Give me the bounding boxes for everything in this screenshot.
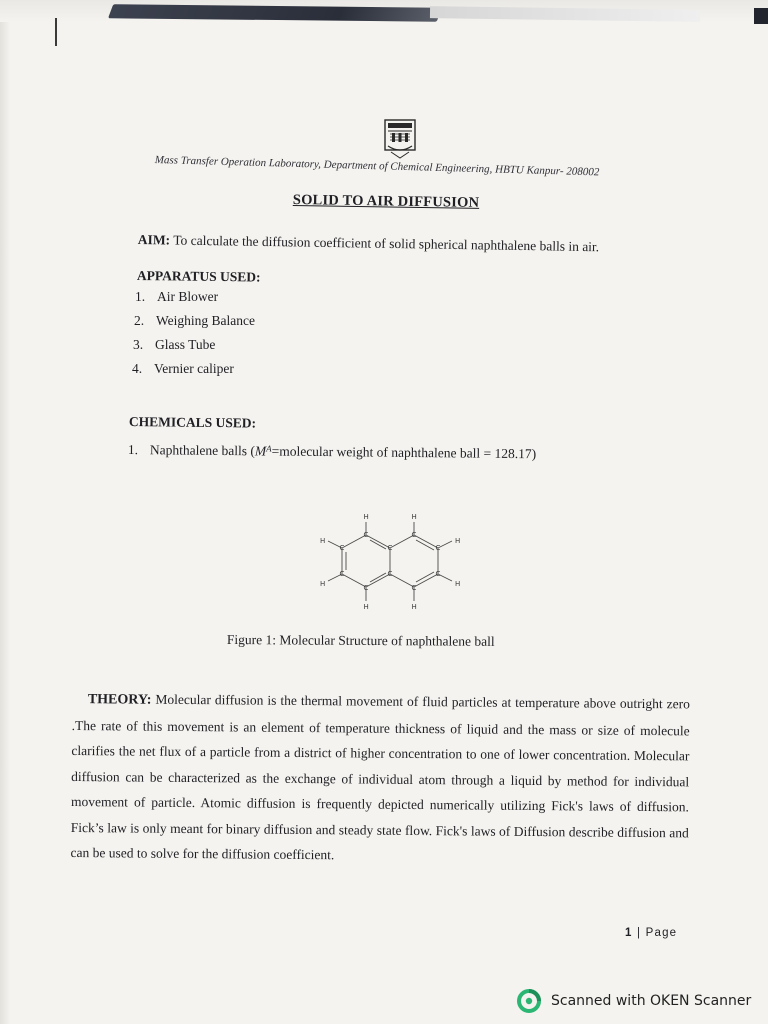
- hydrogen-atom: H: [320, 537, 326, 545]
- hydrogen-atom: H: [411, 513, 417, 521]
- aim-text: To calculate the diffusion coefficient of solid spherical naphthalene balls in air.: [173, 232, 600, 255]
- hydrogen-atom: H: [320, 580, 326, 588]
- scanner-watermark: [516, 988, 751, 1014]
- carbon-atom: C: [387, 570, 393, 578]
- list-item-label: Glass Tube: [155, 337, 216, 352]
- carbon-atom: C: [435, 570, 441, 578]
- list-item: [135, 289, 256, 313]
- lab-header: Mass Transfer Operation Laboratory, Department of Chemical Engineering, HBTU Kanpur- 208002: [154, 154, 600, 179]
- carbon-atom: C: [339, 544, 345, 552]
- list-item: [133, 337, 254, 361]
- theory-text: Molecular diffusion is the thermal movement of fluid particles at temperature above outright zero .The rate of this movement is an element of temperature thickness of liquid and the mass or size of molecule clarifies the net flux of a particle from a district of higher concentration to one of lower concentration. Molecular diffusion can be characterized as the exchange of individual atom through a liquid by method for individual movement of particle. Atomic diffusion is frequently depicted numerically utilizing Fick's laws of diffusion. Fick’s law is only meant for binary diffusion and steady state flow. Fick's laws of Diffusion describe diffusion and can be used to solve for the diffusion coefficient.: [70, 691, 690, 863]
- molecule-bonds: [328, 522, 452, 601]
- hydrogen-atom: H: [363, 603, 369, 611]
- apparatus-list: [133, 289, 254, 385]
- theory-paragraph: [70, 686, 690, 871]
- theory-label: THEORY:: [87, 692, 152, 708]
- university-logo-icon: [383, 118, 417, 160]
- list-item: [128, 442, 536, 462]
- hydrogen-atom: H: [411, 603, 417, 611]
- aim-statement: [138, 232, 600, 255]
- list-number: 3.: [133, 337, 144, 352]
- carbon-atom: C: [435, 544, 441, 552]
- page-number-label: | Page: [637, 927, 678, 939]
- figure-caption: Figure 1: Molecular Structure of naphthalene ball: [226, 632, 495, 649]
- hydrogen-atom: H: [455, 580, 461, 588]
- chemical-prefix: Naphthalene balls (: [149, 442, 255, 459]
- chemicals-heading: CHEMICALS USED:: [128, 414, 257, 431]
- pen-mark: [55, 18, 57, 46]
- hydrogen-atom: H: [455, 537, 461, 545]
- molar-mass-symbol: M: [254, 443, 267, 459]
- list-item: [134, 313, 255, 337]
- chemicals-list: [128, 442, 536, 462]
- page-number-value: 1: [625, 927, 633, 939]
- molar-mass-subscript: A: [266, 443, 272, 454]
- carbon-atom: C: [411, 531, 417, 539]
- scanner-logo-icon: [516, 988, 542, 1014]
- list-number: 4.: [132, 361, 143, 376]
- page-title: SOLID TO AIR DIFFUSION: [292, 192, 480, 211]
- carbon-atom: C: [411, 584, 417, 592]
- carbon-atom: C: [363, 531, 369, 539]
- chemical-suffix: =molecular weight of naphthalene ball = 128.17): [271, 443, 537, 462]
- list-number: 2.: [134, 313, 145, 328]
- list-item-label: Vernier caliper: [154, 361, 234, 376]
- apparatus-heading: APPARATUS USED:: [136, 268, 261, 285]
- carbon-atom: C: [339, 570, 345, 578]
- scanner-text: Scanned with OKEN Scanner: [551, 993, 752, 1009]
- naphthalene-structure-diagram: [312, 508, 472, 618]
- paper-left-edge: [0, 0, 10, 1024]
- list-item: [132, 361, 253, 385]
- list-number: 1.: [127, 442, 139, 458]
- page-number: [625, 927, 677, 939]
- list-item-label: Weighing Balance: [156, 313, 256, 328]
- carbon-atom: C: [387, 544, 393, 552]
- list-item-label: Air Blower: [157, 289, 219, 304]
- hydrogen-atom: H: [363, 513, 369, 521]
- scan-artifact-corner: [754, 8, 768, 24]
- carbon-atom: C: [363, 584, 369, 592]
- aim-label: AIM:: [137, 232, 171, 248]
- list-number: 1.: [135, 289, 146, 304]
